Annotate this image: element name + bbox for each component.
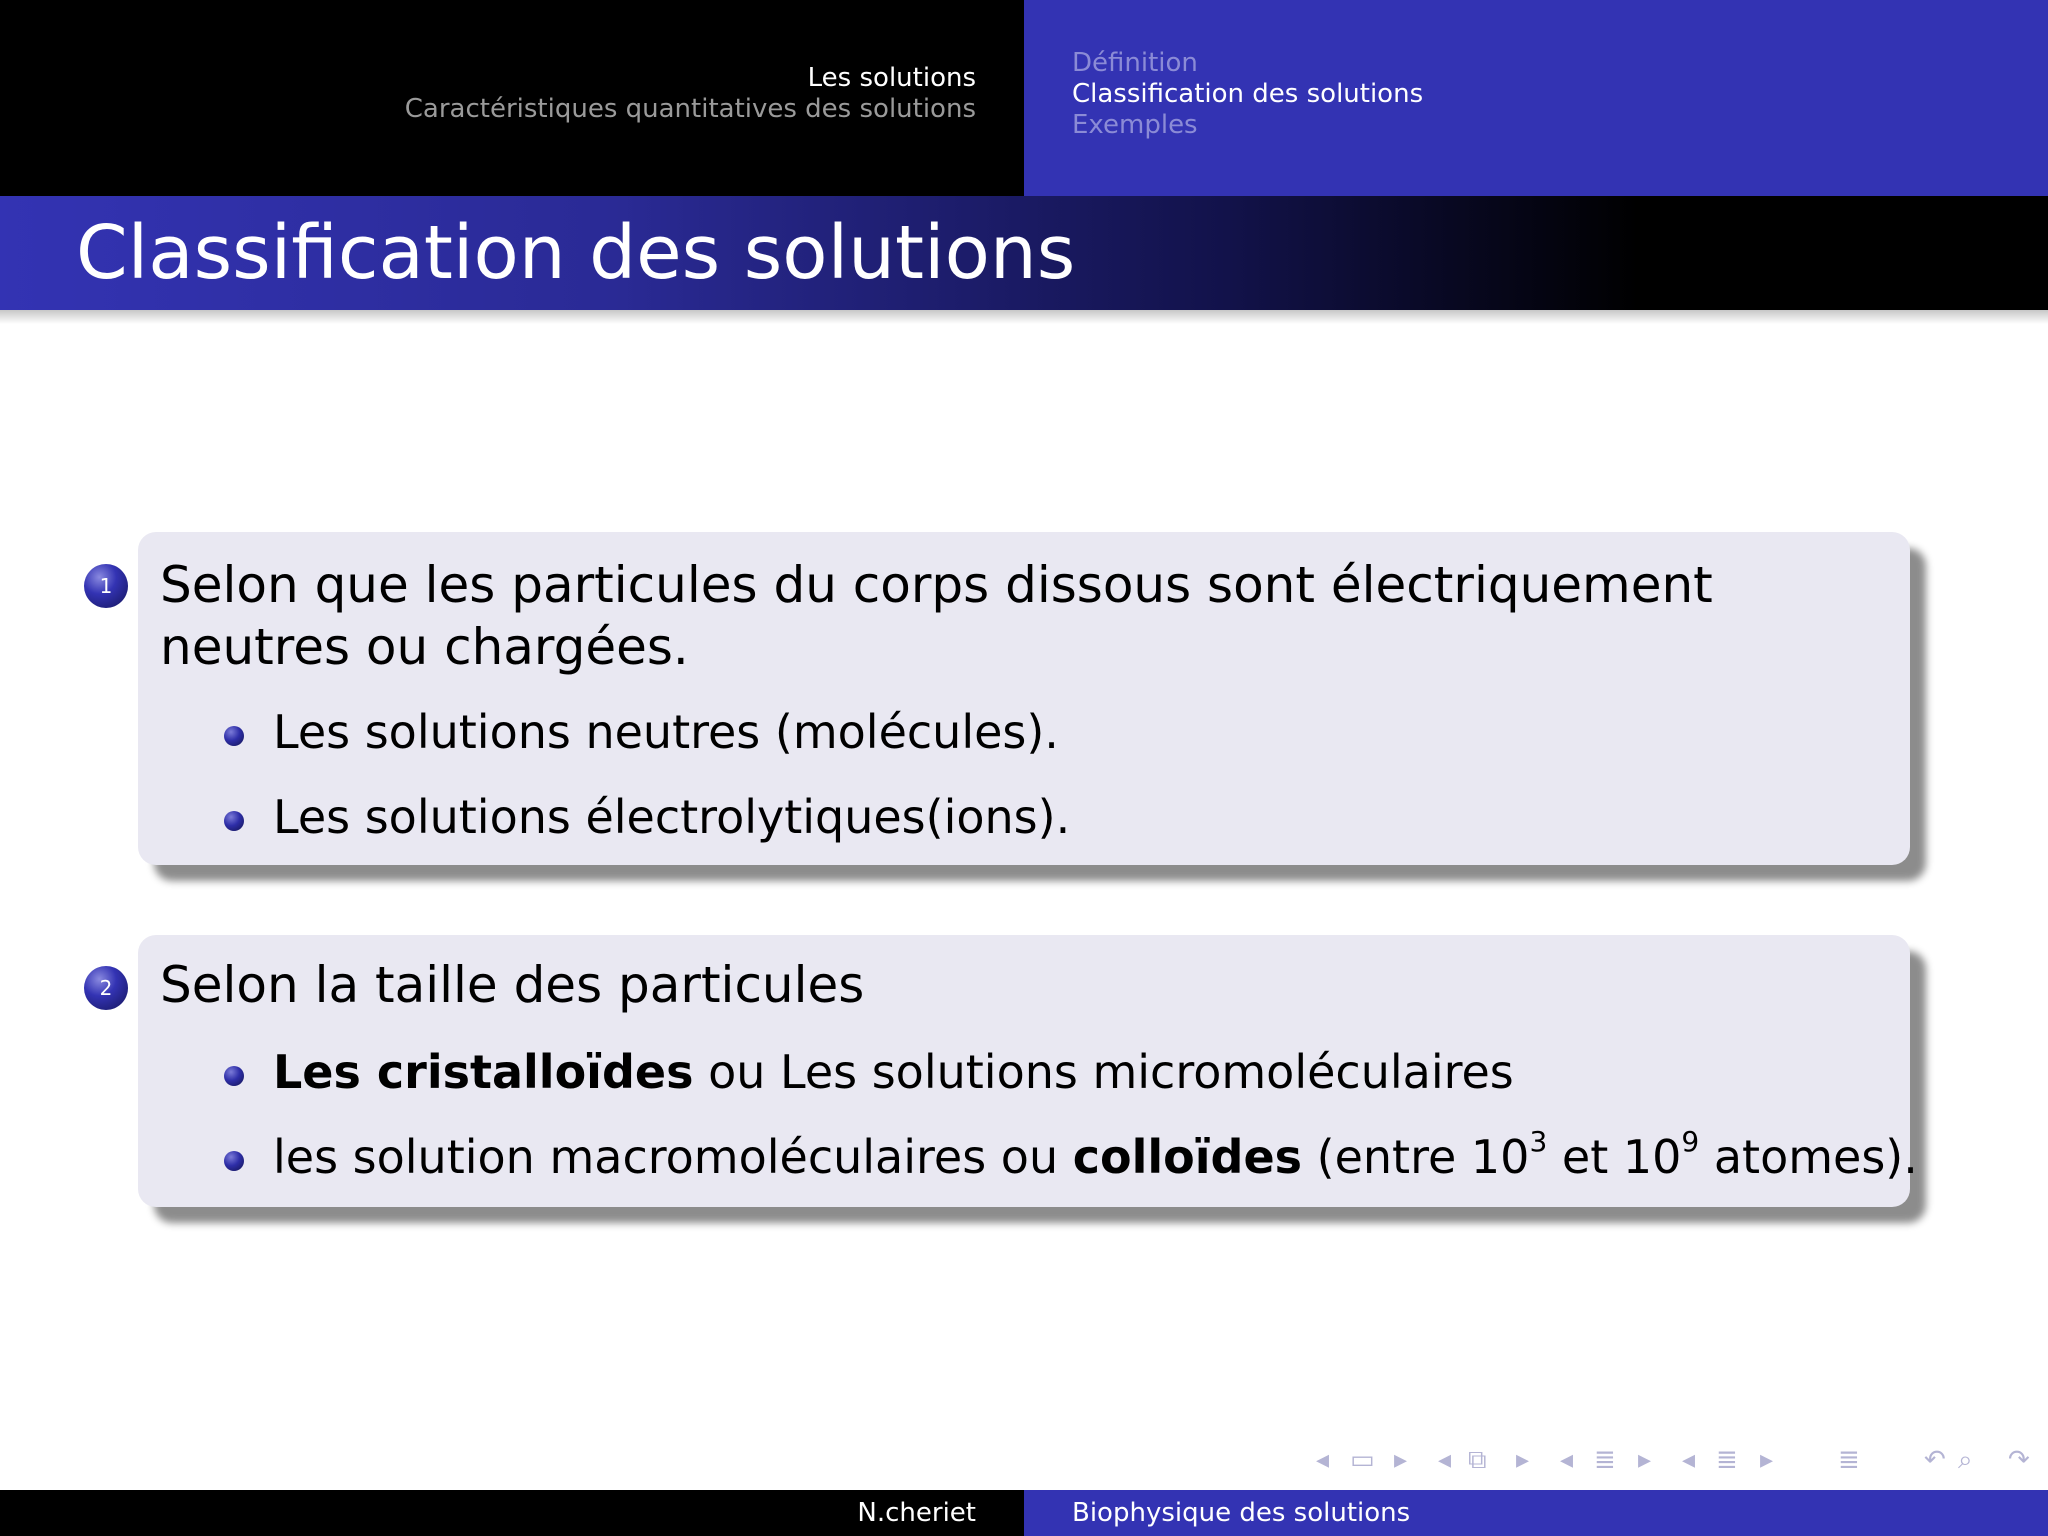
header-subsection-title[interactable]: Caractéristiques quantitatives des solutions: [404, 94, 976, 124]
header-section-panel: [0, 0, 1024, 196]
document-icon[interactable]: ≣: [1716, 1445, 1738, 1475]
bullet-text-cristalloides: [273, 1045, 1514, 1099]
footer-title: Biophysique des solutions: [1072, 1498, 1411, 1528]
bold-term-cristalloides: Les cristalloïdes: [273, 1045, 694, 1099]
bullet-icon: [224, 1151, 244, 1171]
header: [0, 0, 2048, 196]
nav-left-arrow-icon[interactable]: ◂: [1316, 1445, 1330, 1475]
back-icon[interactable]: ↶: [1924, 1445, 1946, 1475]
enumeration-number-1: 1: [84, 564, 128, 608]
exponent-9: 9: [1681, 1125, 1700, 1158]
nav-link-definition[interactable]: Définition: [1072, 48, 1198, 78]
bullet-pre: les solution macromoléculaires ou: [273, 1130, 1073, 1184]
bullet-icon: [224, 726, 244, 746]
nav-link-exemples[interactable]: Exemples: [1072, 110, 1198, 140]
nav-left-arrow-icon[interactable]: ◂: [1682, 1445, 1696, 1475]
footer-author: N.cheriet: [857, 1498, 976, 1528]
nav-right-arrow-icon[interactable]: ▸: [1638, 1445, 1652, 1475]
frame-icon[interactable]: ▭: [1350, 1445, 1375, 1475]
bullet-text-electrolytiques: Les solutions électrolytiques(ions).: [273, 790, 1071, 844]
forward-icon[interactable]: ↷: [2008, 1445, 2030, 1475]
footer-author-panel: [0, 1490, 1024, 1536]
section-icon[interactable]: ≣: [1594, 1445, 1616, 1475]
header-section-title[interactable]: Les solutions: [807, 63, 976, 93]
bullet-text-neutres: Les solutions neutres (molécules).: [273, 705, 1059, 759]
frame-title-shadow: [0, 310, 2048, 324]
enumeration-text-1: Selon que les particules du corps dissous sont électriquement neutres ou chargées.: [160, 556, 1713, 676]
enumeration-number-2: 2: [84, 966, 128, 1010]
subsection-icon[interactable]: ⧉: [1468, 1445, 1487, 1475]
nav-right-arrow-icon[interactable]: ▸: [1394, 1445, 1408, 1475]
search-icon[interactable]: ⌕: [1958, 1445, 1973, 1475]
nav-link-classification[interactable]: Classification des solutions: [1072, 79, 1424, 109]
footer-title-panel: [1024, 1490, 2048, 1536]
enumeration-text-2: Selon la taille des particules: [160, 956, 865, 1014]
bullet-icon: [224, 1066, 244, 1086]
exponent-3: 3: [1529, 1125, 1548, 1158]
bullet-mid2: et 10: [1547, 1130, 1682, 1184]
bullet-mid1: (entre 10: [1302, 1130, 1530, 1184]
bullet-rest: ou Les solutions micromoléculaires: [693, 1045, 1514, 1099]
frame-title: Classification des solutions: [76, 210, 1076, 296]
appendix-icon[interactable]: ≣: [1838, 1445, 1860, 1475]
nav-left-arrow-icon[interactable]: ◂: [1438, 1445, 1452, 1475]
bullet-post: atomes).: [1699, 1130, 1918, 1184]
bullet-text-colloides: [273, 1125, 1918, 1184]
nav-left-arrow-icon[interactable]: ◂: [1560, 1445, 1574, 1475]
bold-term-colloides: colloïdes: [1072, 1130, 1303, 1184]
header-subsection-nav: [1024, 0, 2048, 196]
nav-right-arrow-icon[interactable]: ▸: [1760, 1445, 1774, 1475]
bullet-icon: [224, 811, 244, 831]
nav-right-arrow-icon[interactable]: ▸: [1516, 1445, 1530, 1475]
